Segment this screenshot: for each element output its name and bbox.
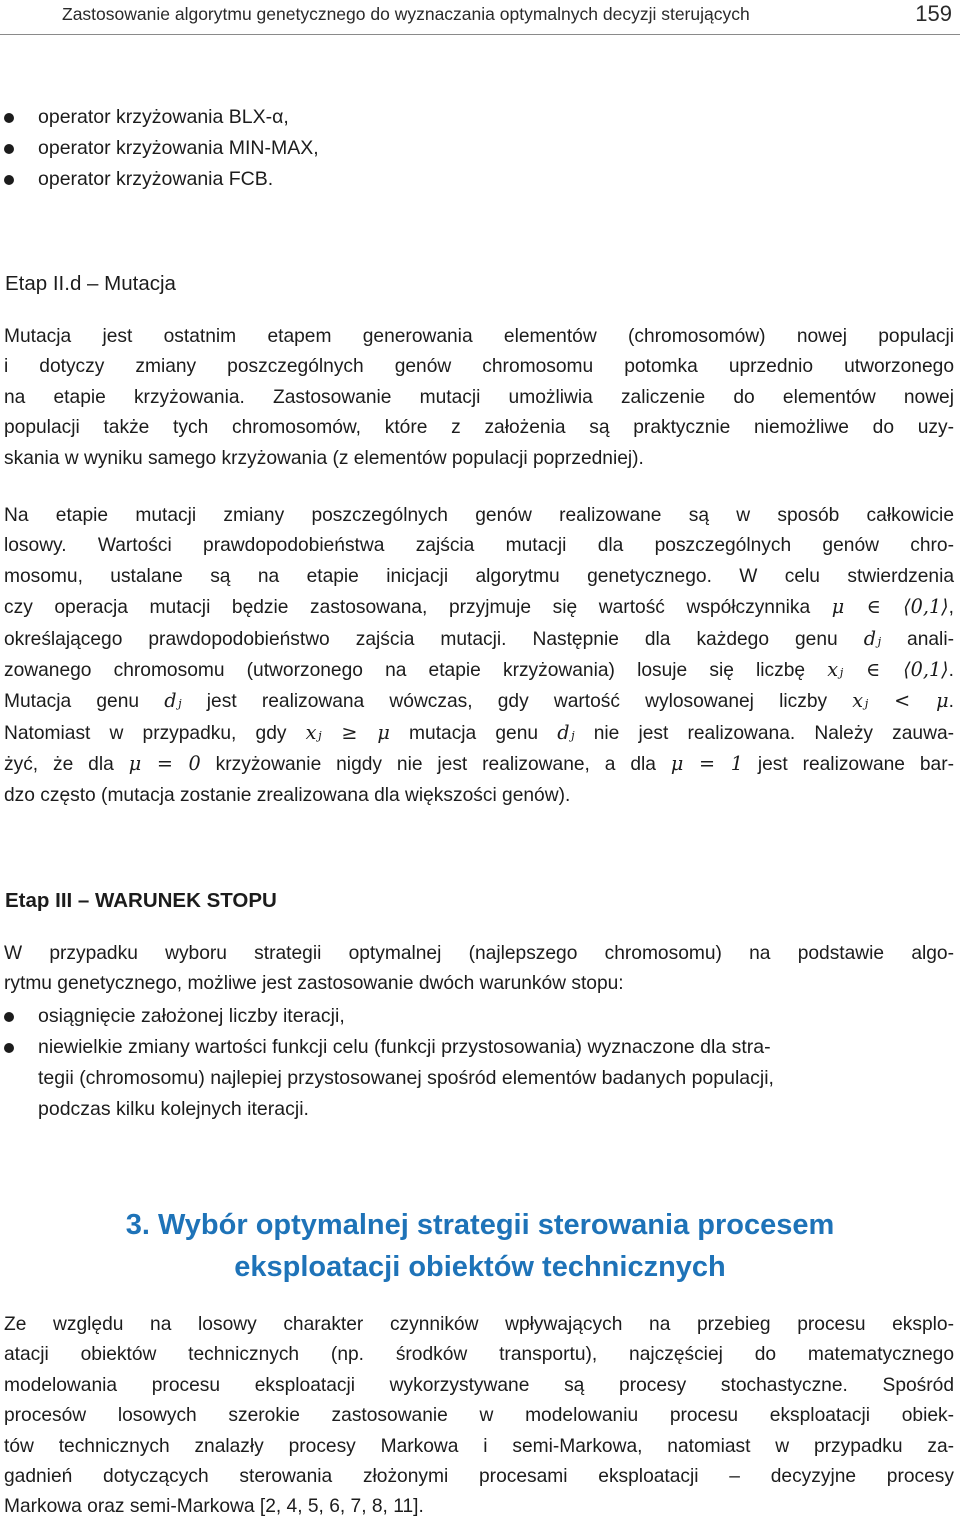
list-item: operator krzyżowania MIN-MAX, <box>0 133 960 164</box>
text-line: i dotyczy zmiany poszczególnych genów chromosomu potomka uprzednio utworzonego <box>4 356 954 378</box>
text: Mutacja genu <box>4 691 140 713</box>
text: jest realizowane bar- <box>757 754 954 776</box>
text: . <box>948 691 954 713</box>
section-title-line: eksploatacji obiektów technicznych <box>234 1251 726 1283</box>
paragraph-section3 <box>4 1310 954 1523</box>
text: anali- <box>907 628 954 650</box>
text-line <box>4 624 954 655</box>
text-line: W przypadku wyboru strategii optymalnej (najlepszego chromosomu) na podstawie algo- <box>4 943 954 964</box>
stop-conditions-list <box>0 1001 960 1125</box>
math-xj-less-mu: xⱼ < μ <box>852 689 949 713</box>
text: czy operacja mutacji będzie zastosowana, przyjmuje się wartość współczynnika <box>4 597 811 619</box>
text: krzyżowanie nigdy nie jest realizowane, a dla <box>215 754 656 776</box>
section-heading-mutation: Etap II.d – Mutacja <box>5 272 176 295</box>
text-line <box>4 686 954 717</box>
text-line: mosomu, ustalane są na etapie inicjacji algorytmu genetycznego. W celu stwierdzenia <box>4 565 954 587</box>
text-line: dzo często (mutacja zostanie zrealizowana dla większości genów). <box>4 784 571 806</box>
text: Natomiast w przypadku, gdy <box>4 722 287 744</box>
text-line: skania w wyniku samego krzyżowania (z elementów populacji poprzedniej). <box>4 447 644 469</box>
text-line: populacji także tych chromosomów, które z założenia są praktycznie niemożliwe do uzy- <box>4 417 954 439</box>
text-line: procesów losowych szerokie zastosowanie w modelowaniu procesu eksploatacji obiek- <box>4 1405 954 1427</box>
text: , <box>948 597 954 619</box>
math-xj-interval: xⱼ ∈ ⟨0,1⟩ <box>827 658 949 682</box>
text: zowanego chromosomu (utworzonego na etapie krzyżowania) losuje się liczbę <box>4 660 806 682</box>
text: żyć, że dla <box>4 754 114 776</box>
text: . <box>948 660 954 682</box>
math-dj: dⱼ <box>164 689 182 713</box>
section-title-line: 3. Wybór optymalnej strategii sterowania procesem <box>125 1209 835 1241</box>
crossover-operators-list <box>0 102 960 195</box>
text-line: gadnień dotyczących sterowania złożonymi procesami eksploatacji – decyzyjne procesy <box>4 1466 954 1488</box>
running-header <box>0 0 960 35</box>
math-mu-zero: μ = 0 <box>128 752 201 776</box>
text: nie jest realizowana. Należy zauwa- <box>593 722 955 744</box>
text: mutacja genu <box>409 722 539 744</box>
text-line: modelowania procesu eksploatacji wykorzystywane są procesy stochastyczne. Spośród <box>4 1374 954 1396</box>
text-line <box>4 592 954 623</box>
text-line: Mutacja jest ostatnim etapem generowania elementów (chromosomów) nowej populacji <box>4 326 954 347</box>
running-title: Zastosowanie algorytmu genetycznego do wyznaczania optymalnych decyzji sterujących <box>62 4 750 24</box>
text-line: Na etapie mutacji zmiany poszczególnych genów realizowane są w sposób całkowicie <box>4 505 954 526</box>
math-mu-one: μ = 1 <box>670 752 743 776</box>
text-line: tów technicznych znalazły procesy Markowa i semi-Markowa, natomiast w przypadku za- <box>4 1435 954 1457</box>
text-line: rytmu genetycznego, możliwe jest zastosowanie dwóch warunków stopu: <box>4 973 624 995</box>
paragraph-mutation-details <box>4 501 954 811</box>
math-dj: dⱼ <box>863 626 882 650</box>
text-line: Markowa oraz semi-Markowa [2, 4, 5, 6, 7, 8, 11]. <box>4 1496 424 1518</box>
section-heading-stop-condition: Etap III – WARUNEK STOPU <box>5 889 277 912</box>
text-line: Ze względu na losowy charakter czynników wpływających na przebieg procesu eksplo- <box>4 1314 954 1335</box>
text-line <box>4 749 954 780</box>
page-number: 159 <box>915 1 952 26</box>
math-mu-interval: μ ∈ ⟨0,1⟩ <box>831 595 949 619</box>
text-line <box>4 718 954 749</box>
list-item: osiągnięcie założonej liczby iteracji, <box>0 1001 953 1032</box>
list-item: operator krzyżowania BLX-α, <box>0 102 960 133</box>
section-title <box>0 1204 960 1288</box>
list-item: niewielkie zmiany wartości funkcji celu (funkcji przystosowania) wyznaczone dla stra- tegii (chromosomu) najlepiej przystosowanej spośród elementów badanych populacji, podczas kilku kolejnych iteracji. <box>0 1032 953 1125</box>
text: określającego prawdopodobieństwo zajścia mutacji. Następnie dla każdego genu <box>4 628 838 650</box>
paragraph-mutation-intro <box>4 322 954 474</box>
math-xj-geq-mu: xⱼ ≥ μ <box>305 720 390 744</box>
math-dj: dⱼ <box>557 720 575 744</box>
text-line: na etapie krzyżowania. Zastosowanie mutacji umożliwia zaliczenie do elementów nowej <box>4 386 954 408</box>
list-item: operator krzyżowania FCB. <box>0 164 960 195</box>
text-line <box>4 655 954 686</box>
text: jest realizowana wówczas, gdy wartość wylosowanej liczby <box>206 691 828 713</box>
paragraph-stop-intro <box>4 939 954 1000</box>
text-line: atacji obiektów technicznych (np. środków transportu), najczęściej do matematycznego <box>4 1344 954 1366</box>
text-line: losowy. Wartości prawdopodobieństwa zajścia mutacji dla poszczególnych genów chro- <box>4 535 954 557</box>
